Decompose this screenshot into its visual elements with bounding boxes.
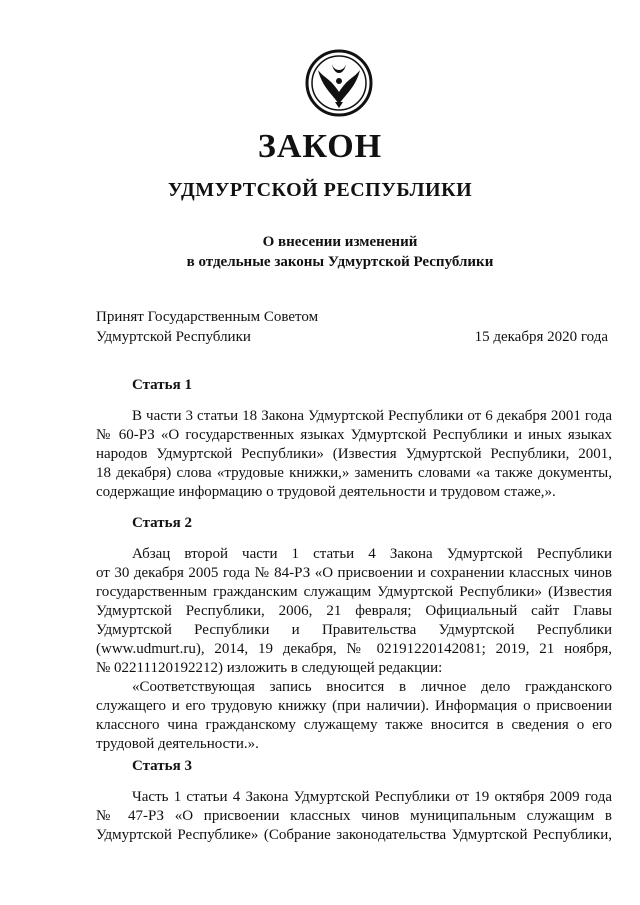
article-1-line: содержащие информацию о трудовой деятельности и трудовом стаже,». xyxy=(96,484,556,500)
article-3-line: Часть 1 статьи 4 Закона Удмуртской Республики от 19 октября 2009 года xyxy=(132,789,612,805)
article-1-text xyxy=(96,407,612,502)
adoption-line-1: Принят Государственным Советом xyxy=(96,309,319,325)
article-2-line: государственным гражданским служащим Удмуртской Республики» (Известия xyxy=(96,584,612,600)
article-2-line: № 02211120192212) изложить в следующей редакции: xyxy=(96,660,443,676)
document-subtitle: УДМУРТСКОЙ РЕСПУБЛИКИ xyxy=(167,179,473,201)
subject-line-1: О внесении изменений xyxy=(262,234,418,250)
article-2-line: от 30 декабря 2005 года № 84-РЗ «О присвоении и сохранении классных чинов xyxy=(96,565,612,581)
article-2-text xyxy=(96,545,612,754)
article-2-line: Удмуртской Республики и Правительства Удмуртской Республики xyxy=(96,622,612,638)
document-subject xyxy=(0,232,640,272)
article-1-line: 18 декабря) слова «трудовые книжки,» заменить словами «а также документы, xyxy=(96,465,612,481)
adoption-authority xyxy=(96,307,318,347)
article-2-line: (www.udmurt.ru), 2014, 19 декабря, № 02191220142081; 2019, 21 ноября, xyxy=(96,641,612,657)
article-3-text xyxy=(96,788,612,845)
adoption-line-2: Удмуртской Республики xyxy=(96,329,251,345)
article-2-heading: Статья 2 xyxy=(132,515,192,531)
article-2-line: Абзац второй части 1 статьи 4 Закона Удмуртской Республики xyxy=(132,546,612,562)
article-1-heading: Статья 1 xyxy=(132,377,192,393)
adoption-date: 15 декабря 2020 года xyxy=(474,329,608,345)
document-title: ЗАКОН xyxy=(257,128,383,165)
article-2-quote-line: «Соответствующая запись вносится в личное дело гражданского xyxy=(132,679,612,695)
article-3-line: Удмуртской Республике» (Собрание законодательства Удмуртской Республики, xyxy=(96,827,612,843)
udmurt-coat-of-arms-emblem xyxy=(304,48,374,118)
article-2-line: Удмуртской Республики, 2006, 21 февраля; Официальный сайт Главы xyxy=(96,603,612,619)
article-3-line: № 47-РЗ «О присвоении классных чинов муниципальным служащим в xyxy=(96,808,612,824)
article-1-line: В части 3 статьи 18 Закона Удмуртской Республики от 6 декабря 2001 года xyxy=(132,408,612,424)
article-2-quote-line: классного чина гражданскому служащему также вносится в сведения о его xyxy=(96,717,612,733)
article-2-quote-line: служащего и его трудовую книжку (при наличии). Информация о присвоении xyxy=(96,698,612,714)
article-1-line: № 60-РЗ «О государственных языках Удмуртской Республики и иных языках xyxy=(96,427,612,443)
article-2-quote-line: трудовой деятельности.». xyxy=(96,736,259,752)
article-3-heading: Статья 3 xyxy=(132,758,192,774)
subject-line-2: в отдельные законы Удмуртской Республики xyxy=(186,254,494,270)
article-1-line: народов Удмуртской Республики» (Известия Удмуртской Республики, 2001, xyxy=(96,446,612,462)
